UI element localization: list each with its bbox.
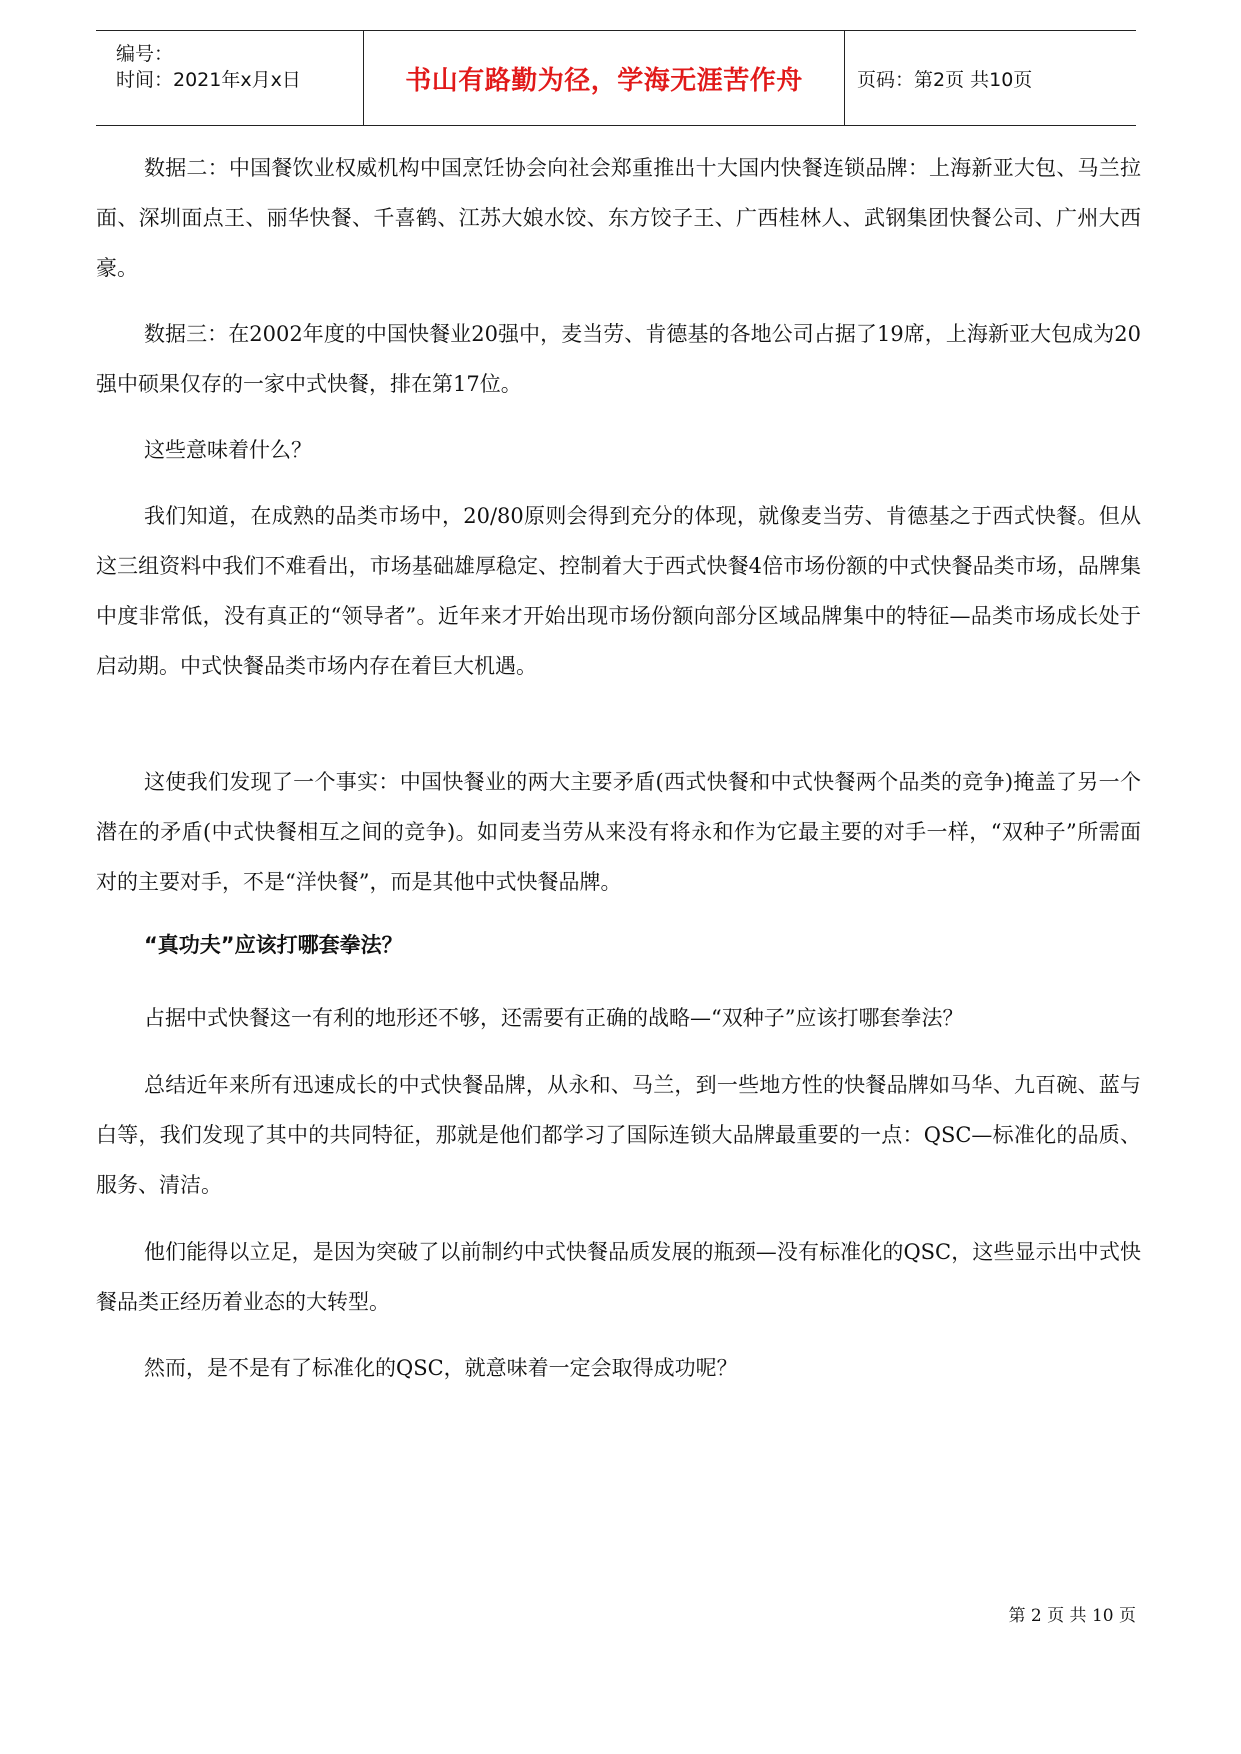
header-meta-cell [96,31,364,125]
paragraph-strategy: 占据中式快餐这一有利的地形还不够，还需要有正确的战略—“双种子”应该打哪套拳法？ [144,1006,964,1030]
paragraph-fact: 这使我们发现了一个事实：中国快餐业的两大主要矛盾(西式快餐和中式快餐两个品类的竞争)掩盖了另一个潜在的矛盾(中式快餐相互之间的竞争)。如同麦当劳从来没有将永和作为它最主要的对手一样，“双种子”所需面对的主要对手，不是“洋快餐”，而是其他中式快餐品牌。 [96,770,1141,894]
header-page-cell [845,31,1136,125]
paragraph-summary: 总结近年来所有迅速成长的中式快餐品牌，从永和、马兰，到一些地方性的快餐品牌如马华、九百碗、蓝与白等，我们发现了其中的共同特征，那就是他们都学习了国际连锁大品牌最重要的一点：QSC—标准化的品质、服务、清洁。 [96,1073,1141,1197]
page-footer: 第 2 页 共 10 页 [1008,1606,1136,1626]
paragraph-breakthrough: 他们能得以立足，是因为突破了以前制约中式快餐品质发展的瓶颈—没有标准化的QSC，这些显示出中式快餐品类正经历着业态的大转型。 [96,1240,1141,1314]
header-motto: 书山有路勤为径，学海无涯苦作舟 [405,65,803,96]
paragraph-data-two: 数据二：中国餐饮业权威机构中国烹饪协会向社会郑重推出十大国内快餐连锁品牌：上海新亚大包、马兰拉面、深圳面点王、丽华快餐、千喜鹤、江苏大娘水饺、东方饺子王、广西桂林人、武钢集团快餐公司、广州大西豪。 [96,156,1141,280]
paragraph-closing-question: 然而，是不是有了标准化的QSC，就意味着一定会取得成功呢？ [144,1356,738,1380]
page-header [96,30,1136,126]
paragraph-market-analysis: 我们知道，在成熟的品类市场中，20/80原则会得到充分的体现，就像麦当劳、肯德基之于西式快餐。但从这三组资料中我们不难看出，市场基础雄厚稳定、控制着大于西式快餐4倍市场份额的中式快餐品类市场，品牌集中度非常低，没有真正的“领导者”。近年来才开始出现市场份额向部分区域品牌集中的特征—品类市场成长处于启动期。中式快餐品类市场内存在着巨大机遇。 [96,504,1141,678]
paragraph-data-three: 数据三：在2002年度的中国快餐业20强中，麦当劳、肯德基的各地公司占据了19席，上海新亚大包成为20强中硕果仅存的一家中式快餐，排在第17位。 [96,322,1141,396]
header-motto-cell [364,31,845,125]
section-heading: “真功夫”应该打哪套拳法？ [144,933,403,957]
paragraph-question: 这些意味着什么？ [144,438,312,462]
document-number-label: 编号： [116,43,174,65]
document-time-label: 时间：2021年x月x日 [116,69,301,91]
header-page-code: 页码：第2页 共10页 [857,68,1033,91]
